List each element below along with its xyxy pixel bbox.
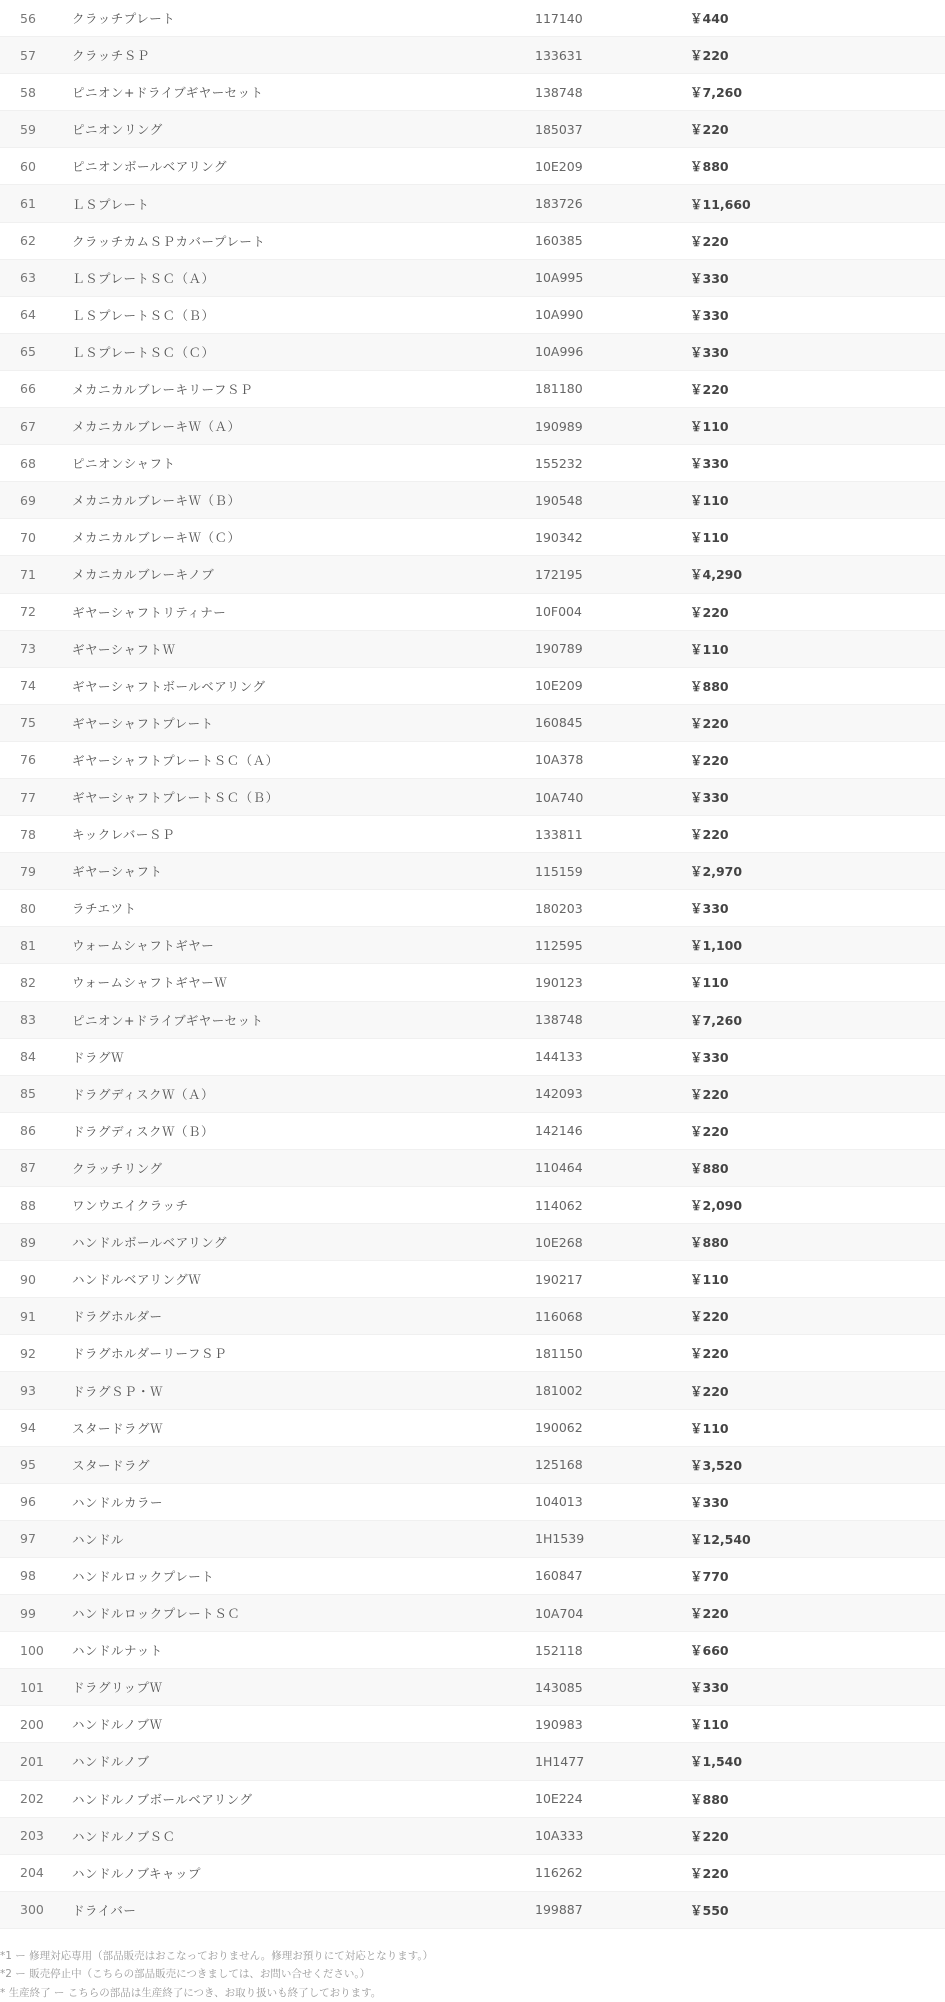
table-row bbox=[0, 1261, 945, 1298]
part-name: ハンドルベアリングＷ bbox=[72, 1272, 202, 1288]
table-row bbox=[0, 408, 945, 445]
part-name: ドラグＷ bbox=[72, 1049, 125, 1065]
part-code: 143085 bbox=[535, 1679, 583, 1695]
part-name: ピニオンシャフト bbox=[72, 456, 176, 472]
part-price: ￥2,970 bbox=[690, 864, 743, 880]
part-number: 81 bbox=[20, 937, 36, 953]
part-number: 64 bbox=[20, 307, 36, 323]
table-row bbox=[0, 1298, 945, 1335]
part-number: 100 bbox=[20, 1642, 44, 1658]
part-name: ギヤーシャフトリティナー bbox=[72, 604, 227, 620]
part-name: ハンドルロックプレート bbox=[72, 1568, 215, 1584]
part-code: 152118 bbox=[535, 1642, 583, 1658]
part-name: スタードラグ bbox=[72, 1457, 151, 1473]
part-name: ドラグディスクＷ（Ｂ） bbox=[72, 1123, 215, 1139]
part-price: ￥2,090 bbox=[690, 1198, 743, 1214]
part-name: ドラグホルダー bbox=[72, 1309, 163, 1325]
part-name: ハンドルカラー bbox=[72, 1494, 164, 1510]
table-row bbox=[0, 1706, 945, 1743]
part-name: ＬＳプレートＳＣ（Ｂ） bbox=[72, 307, 215, 323]
part-code: 190123 bbox=[535, 974, 583, 990]
part-name: スタードラグＷ bbox=[72, 1420, 164, 1436]
part-price: ￥4,290 bbox=[690, 567, 743, 583]
part-code: 190062 bbox=[535, 1420, 583, 1436]
part-price: ￥330 bbox=[690, 901, 729, 917]
part-number: 67 bbox=[20, 418, 36, 434]
part-number: 72 bbox=[20, 604, 36, 620]
part-price: ￥330 bbox=[690, 307, 729, 323]
part-name: ギヤーシャフトプレートＳＣ（Ａ） bbox=[72, 752, 279, 768]
part-price: ￥7,260 bbox=[690, 1012, 743, 1028]
part-name: ギヤーシャフトプレートＳＣ（Ｂ） bbox=[72, 790, 279, 806]
table-row bbox=[0, 111, 945, 148]
table-row bbox=[0, 927, 945, 964]
part-code: 115159 bbox=[535, 863, 583, 879]
part-code: 138748 bbox=[535, 84, 583, 100]
table-row bbox=[0, 1039, 945, 1076]
table-row bbox=[0, 853, 945, 890]
part-name: メカニカルブレーキノブ bbox=[72, 567, 215, 583]
table-row bbox=[0, 594, 945, 631]
table-row bbox=[0, 964, 945, 1001]
table-row bbox=[0, 519, 945, 556]
part-price: ￥220 bbox=[690, 48, 729, 64]
part-code: 10F004 bbox=[535, 604, 582, 620]
table-row bbox=[0, 148, 945, 185]
part-number: 101 bbox=[20, 1679, 44, 1695]
part-code: 10A990 bbox=[535, 307, 584, 323]
part-code: 199887 bbox=[535, 1902, 583, 1918]
part-number: 74 bbox=[20, 678, 36, 694]
part-price: ￥220 bbox=[690, 715, 729, 731]
table-row bbox=[0, 1484, 945, 1521]
part-code: 104013 bbox=[535, 1494, 583, 1510]
part-price: ￥880 bbox=[690, 1791, 729, 1807]
part-code: 155232 bbox=[535, 455, 583, 471]
part-price: ￥110 bbox=[690, 641, 729, 657]
table-row bbox=[0, 445, 945, 482]
part-number: 75 bbox=[20, 715, 36, 731]
part-price: ￥220 bbox=[690, 1309, 729, 1325]
part-code: 144133 bbox=[535, 1049, 583, 1065]
table-row bbox=[0, 185, 945, 222]
part-code: 10A996 bbox=[535, 344, 584, 360]
table-row bbox=[0, 890, 945, 927]
part-price: ￥330 bbox=[690, 1680, 729, 1696]
part-price: ￥220 bbox=[690, 381, 729, 397]
part-number: 202 bbox=[20, 1791, 44, 1807]
part-name: ＬＳプレートＳＣ（Ｃ） bbox=[72, 344, 215, 360]
table-row bbox=[0, 1669, 945, 1706]
part-price: ￥330 bbox=[690, 790, 729, 806]
part-number: 85 bbox=[20, 1086, 36, 1102]
table-row bbox=[0, 37, 945, 74]
part-price: ￥110 bbox=[690, 493, 729, 509]
part-price: ￥220 bbox=[690, 1086, 729, 1102]
table-row bbox=[0, 1002, 945, 1039]
part-name: ハンドルノブＳＣ bbox=[72, 1828, 176, 1844]
part-price: ￥110 bbox=[690, 419, 729, 435]
table-row bbox=[0, 1781, 945, 1818]
table-row bbox=[0, 668, 945, 705]
part-number: 58 bbox=[20, 84, 36, 100]
part-name: ハンドルノブボールベアリング bbox=[72, 1791, 253, 1807]
part-code: 10A995 bbox=[535, 270, 584, 286]
part-price: ￥770 bbox=[690, 1568, 729, 1584]
part-price: ￥220 bbox=[690, 122, 729, 138]
part-name: クラッチプレート bbox=[72, 11, 176, 27]
part-price: ￥1,100 bbox=[690, 938, 743, 954]
table-row bbox=[0, 631, 945, 668]
part-number: 92 bbox=[20, 1345, 36, 1361]
part-name: ウォームシャフトギヤーＷ bbox=[72, 975, 228, 991]
part-name: ウォームシャフトギヤー bbox=[72, 938, 215, 954]
part-code: 125168 bbox=[535, 1457, 583, 1473]
part-name: メカニカルブレーキＷ（Ａ） bbox=[72, 419, 241, 435]
part-number: 57 bbox=[20, 47, 36, 63]
part-number: 88 bbox=[20, 1197, 36, 1213]
part-code: 181150 bbox=[535, 1345, 583, 1361]
part-code: 10A704 bbox=[535, 1605, 584, 1621]
table-row bbox=[0, 556, 945, 593]
footnote-repair-only: *1 ー 修理対応専用（部品販売はおこなっておりません。修理お預りにて対応となります。） bbox=[0, 1949, 434, 1962]
part-price: ￥220 bbox=[690, 1123, 729, 1139]
table-row bbox=[0, 0, 945, 37]
part-code: 10A333 bbox=[535, 1828, 584, 1844]
part-code: 190342 bbox=[535, 529, 583, 545]
part-number: 83 bbox=[20, 1012, 36, 1028]
part-name: ハンドルノブＷ bbox=[72, 1717, 163, 1733]
part-number: 98 bbox=[20, 1568, 36, 1584]
part-name: ハンドルノブ bbox=[72, 1754, 150, 1770]
part-code: 10E209 bbox=[535, 158, 583, 174]
part-name: ギヤーシャフトボールベアリング bbox=[72, 678, 266, 694]
part-code: 1H1539 bbox=[535, 1531, 585, 1547]
part-number: 56 bbox=[20, 10, 36, 26]
table-row bbox=[0, 1892, 945, 1929]
part-price: ￥220 bbox=[690, 604, 729, 620]
part-code: 160385 bbox=[535, 233, 583, 249]
part-price: ￥110 bbox=[690, 1717, 729, 1733]
table-row bbox=[0, 371, 945, 408]
part-name: ドライバー bbox=[72, 1902, 137, 1918]
table-row bbox=[0, 1595, 945, 1632]
part-number: 77 bbox=[20, 789, 36, 805]
part-number: 63 bbox=[20, 270, 36, 286]
table-row bbox=[0, 1372, 945, 1409]
part-price: ￥12,540 bbox=[690, 1531, 751, 1547]
part-code: 181180 bbox=[535, 381, 583, 397]
part-code: 183726 bbox=[535, 196, 583, 212]
table-row bbox=[0, 1632, 945, 1669]
part-code: 142093 bbox=[535, 1086, 583, 1102]
part-price: ￥220 bbox=[690, 1865, 729, 1881]
table-row bbox=[0, 482, 945, 519]
table-row bbox=[0, 1558, 945, 1595]
part-name: クラッチＳＰ bbox=[72, 48, 150, 64]
part-name: ピニオン+ドライブギヤーセット bbox=[72, 1012, 264, 1028]
part-price: ￥110 bbox=[690, 530, 729, 546]
part-number: 80 bbox=[20, 900, 36, 916]
part-name: キックレバーＳＰ bbox=[72, 827, 175, 843]
part-number: 71 bbox=[20, 566, 36, 582]
part-name: ドラグディスクＷ（Ａ） bbox=[72, 1086, 215, 1102]
part-code: 133811 bbox=[535, 826, 583, 842]
part-price: ￥330 bbox=[690, 1049, 729, 1065]
part-price: ￥220 bbox=[690, 1383, 729, 1399]
part-number: 79 bbox=[20, 863, 36, 879]
part-name: メカニカルブレーキＷ（Ｃ） bbox=[72, 530, 241, 546]
part-number: 70 bbox=[20, 529, 36, 545]
part-name: ワンウエイクラッチ bbox=[72, 1198, 189, 1214]
part-price: ￥3,520 bbox=[690, 1457, 743, 1473]
part-price: ￥220 bbox=[690, 1346, 729, 1362]
table-row bbox=[0, 223, 945, 260]
part-number: 86 bbox=[20, 1123, 36, 1139]
part-price: ￥11,660 bbox=[690, 196, 751, 212]
part-code: 10A740 bbox=[535, 789, 584, 805]
part-code: 116262 bbox=[535, 1865, 583, 1881]
table-row bbox=[0, 1743, 945, 1780]
part-number: 97 bbox=[20, 1531, 36, 1547]
part-number: 94 bbox=[20, 1420, 36, 1436]
part-name: ハンドルノブキャップ bbox=[72, 1865, 202, 1881]
part-number: 59 bbox=[20, 121, 36, 137]
part-number: 204 bbox=[20, 1865, 44, 1881]
part-price: ￥220 bbox=[690, 1828, 729, 1844]
table-row bbox=[0, 705, 945, 742]
part-price: ￥220 bbox=[690, 827, 729, 843]
part-price: ￥110 bbox=[690, 1420, 729, 1436]
part-name: ピニオンボールベアリング bbox=[72, 159, 228, 175]
table-row bbox=[0, 1113, 945, 1150]
part-code: 114062 bbox=[535, 1197, 583, 1213]
part-name: ドラグリップＷ bbox=[72, 1680, 163, 1696]
part-price: ￥550 bbox=[690, 1902, 729, 1918]
table-row bbox=[0, 1187, 945, 1224]
part-price: ￥880 bbox=[690, 1160, 729, 1176]
table-row bbox=[0, 1224, 945, 1261]
part-number: 91 bbox=[20, 1308, 36, 1324]
table-row bbox=[0, 1447, 945, 1484]
part-name: ドラグＳＰ・Ｗ bbox=[72, 1383, 164, 1399]
part-number: 60 bbox=[20, 158, 36, 174]
part-number: 76 bbox=[20, 752, 36, 768]
part-name: クラッチカムＳＰカバープレート bbox=[72, 233, 266, 249]
part-name: ラチエツト bbox=[72, 901, 137, 917]
part-code: 10E224 bbox=[535, 1791, 583, 1807]
part-code: 1H1477 bbox=[535, 1753, 585, 1769]
part-name: ドラグホルダーリーフＳＰ bbox=[72, 1346, 227, 1362]
table-row bbox=[0, 1150, 945, 1187]
part-number: 95 bbox=[20, 1457, 36, 1473]
part-number: 68 bbox=[20, 455, 36, 471]
part-price: ￥1,540 bbox=[690, 1754, 743, 1770]
table-row bbox=[0, 742, 945, 779]
part-code: 190548 bbox=[535, 492, 583, 508]
part-price: ￥110 bbox=[690, 1272, 729, 1288]
part-price: ￥330 bbox=[690, 1494, 729, 1510]
part-price: ￥880 bbox=[690, 1235, 729, 1251]
part-name: ギヤーシャフト bbox=[72, 864, 163, 880]
part-price: ￥220 bbox=[690, 752, 729, 768]
part-number: 61 bbox=[20, 196, 36, 212]
part-price: ￥110 bbox=[690, 975, 729, 991]
part-number: 201 bbox=[20, 1753, 44, 1769]
part-name: ピニオンリング bbox=[72, 122, 163, 138]
part-code: 190789 bbox=[535, 641, 583, 657]
part-code: 190983 bbox=[535, 1716, 583, 1732]
part-name: ハンドルナット bbox=[72, 1643, 163, 1659]
part-code: 160847 bbox=[535, 1568, 583, 1584]
table-row bbox=[0, 1410, 945, 1447]
part-number: 300 bbox=[20, 1902, 44, 1918]
part-number: 90 bbox=[20, 1271, 36, 1287]
part-name: ハンドル bbox=[72, 1531, 125, 1547]
part-price: ￥7,260 bbox=[690, 85, 743, 101]
part-price: ￥880 bbox=[690, 159, 729, 175]
part-number: 69 bbox=[20, 492, 36, 508]
part-name: ＬＳプレート bbox=[72, 196, 150, 212]
part-number: 96 bbox=[20, 1494, 36, 1510]
part-code: 112595 bbox=[535, 937, 583, 953]
part-code: 133631 bbox=[535, 47, 583, 63]
table-row bbox=[0, 1335, 945, 1372]
part-price: ￥660 bbox=[690, 1643, 729, 1659]
footnote-sale-suspended: *2 ー 販売停止中（こちらの部品販売につきましては、お問い合せください。） bbox=[0, 1968, 371, 1981]
part-code: 180203 bbox=[535, 900, 583, 916]
part-number: 62 bbox=[20, 233, 36, 249]
table-row bbox=[0, 74, 945, 111]
part-price: ￥880 bbox=[690, 678, 729, 694]
part-number: 65 bbox=[20, 344, 36, 360]
part-price: ￥330 bbox=[690, 456, 729, 472]
part-code: 110464 bbox=[535, 1160, 583, 1176]
part-code: 117140 bbox=[535, 10, 583, 26]
part-code: 160845 bbox=[535, 715, 583, 731]
table-row bbox=[0, 1076, 945, 1113]
part-number: 89 bbox=[20, 1234, 36, 1250]
part-code: 116068 bbox=[535, 1308, 583, 1324]
part-name: メカニカルブレーキリーフＳＰ bbox=[72, 381, 253, 397]
part-code: 172195 bbox=[535, 566, 583, 582]
table-row bbox=[0, 779, 945, 816]
part-name: クラッチリング bbox=[72, 1160, 163, 1176]
part-name: メカニカルブレーキＷ（Ｂ） bbox=[72, 493, 241, 509]
part-number: 84 bbox=[20, 1049, 36, 1065]
part-number: 93 bbox=[20, 1383, 36, 1399]
table-row bbox=[0, 334, 945, 371]
part-price: ￥330 bbox=[690, 344, 729, 360]
part-price: ￥220 bbox=[690, 233, 729, 249]
part-code: 10E209 bbox=[535, 678, 583, 694]
footnotes bbox=[0, 1929, 945, 2002]
table-row bbox=[0, 297, 945, 334]
part-code: 185037 bbox=[535, 121, 583, 137]
table-row bbox=[0, 260, 945, 297]
part-number: 78 bbox=[20, 826, 36, 842]
part-number: 66 bbox=[20, 381, 36, 397]
part-number: 203 bbox=[20, 1828, 44, 1844]
part-number: 200 bbox=[20, 1716, 44, 1732]
table-row bbox=[0, 1855, 945, 1892]
table-row bbox=[0, 1818, 945, 1855]
table-row bbox=[0, 816, 945, 853]
part-code: 190217 bbox=[535, 1271, 583, 1287]
part-code: 142146 bbox=[535, 1123, 583, 1139]
part-name: ハンドルロックプレートＳＣ bbox=[72, 1606, 241, 1622]
part-code: 138748 bbox=[535, 1012, 583, 1028]
part-name: ギヤーシャフトプレート bbox=[72, 715, 214, 731]
part-code: 10E268 bbox=[535, 1234, 583, 1250]
part-name: ＬＳプレートＳＣ（Ａ） bbox=[72, 270, 215, 286]
part-number: 87 bbox=[20, 1160, 36, 1176]
part-code: 181002 bbox=[535, 1383, 583, 1399]
part-number: 73 bbox=[20, 641, 36, 657]
part-price: ￥220 bbox=[690, 1606, 729, 1622]
part-price: ￥440 bbox=[690, 11, 729, 27]
part-code: 10A378 bbox=[535, 752, 584, 768]
part-name: ギヤーシャフトＷ bbox=[72, 641, 176, 657]
part-number: 99 bbox=[20, 1605, 36, 1621]
part-code: 190989 bbox=[535, 418, 583, 434]
part-price: ￥330 bbox=[690, 270, 729, 286]
footnote-discontinued: * 生産終了 ー こちらの部品は生産終了につき、お取り扱いも終了しております。 bbox=[0, 1986, 382, 1999]
part-name: ピニオン+ドライブギヤーセット bbox=[72, 85, 264, 101]
part-number: 82 bbox=[20, 974, 36, 990]
part-name: ハンドルボールベアリング bbox=[72, 1235, 228, 1251]
table-row bbox=[0, 1521, 945, 1558]
